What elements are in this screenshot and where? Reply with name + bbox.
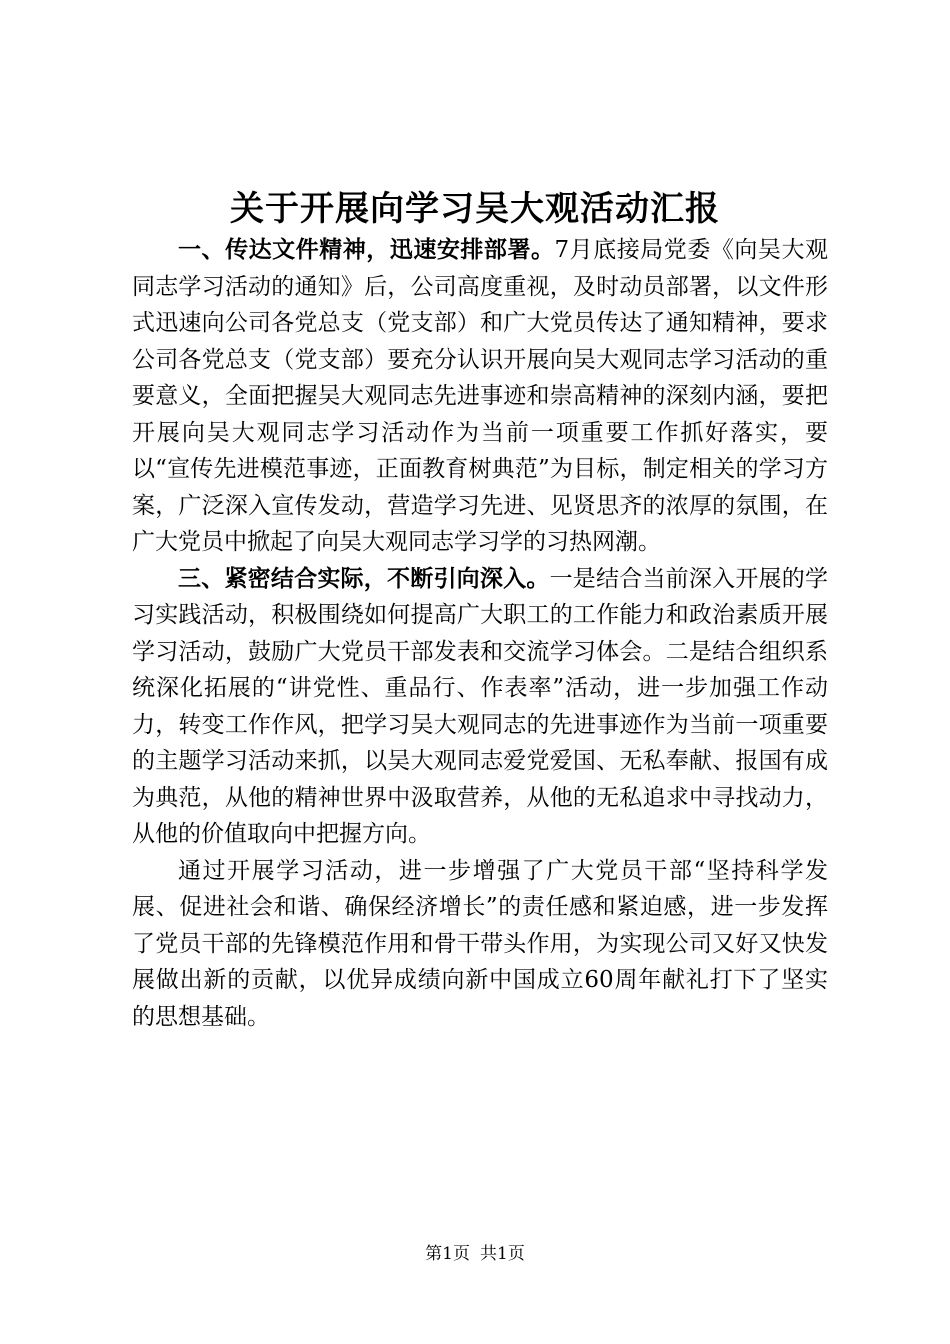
paragraph-3-text: 通过开展学习活动，进一步增强了广大党员干部“坚持科学发展、促进社会和谐、确保经济增长”的责任感和紧迫感，进一步发挥了党员干部的先锋模范作用和骨干带头作用，为实现公司又好又快发展做出新的贡献，以优异成绩向新中国成立60周年献礼打下了坚实的思想基础。	[132, 857, 828, 1030]
paragraph-3	[132, 853, 828, 1036]
page-total: 共1页	[480, 1244, 525, 1264]
paragraph-1	[132, 232, 828, 561]
paragraph-2-text: 一是结合当前深入开展的学习实践活动，积极围绕如何提高广大职工的工作能力和政治素质开展学习活动，鼓励广大党员干部发表和交流学习体会。二是结合组织系统深化拓展的“讲党性、重品行、作表率”活动，进一步加强工作动力，转变工作作风，把学习吴大观同志的先进事迹作为当前一项重要的主题学习活动来抓，以吴大观同志爱党爱国、无私奉献、报国有成为典范，从他的精神世界中汲取营养，从他的无私追求中寻找动力，从他的价值取向中把握方向。	[132, 565, 829, 847]
paragraph-2	[132, 561, 828, 853]
page-number: 第1页	[425, 1244, 470, 1264]
document-body	[132, 232, 828, 1035]
paragraph-1-heading: 一、传达文件精神，迅速安排部署。	[178, 236, 555, 263]
document-title: 关于开展向学习吴大观活动汇报	[230, 189, 720, 229]
page-footer	[0, 1242, 950, 1266]
paragraph-1-text: 7月底接局党委《向吴大观同志学习活动的通知》后，公司高度重视，及时动员部署，以文件形式迅速向公司各党总支（党支部）和广大党员传达了通知精神，要求公司各党总支（党支部）要充分认识开展向吴大观同志学习活动的重要意义，全面把握吴大观同志先进事迹和崇高精神的深刻内涵，要把开展向吴大观同志学习活动作为当前一项重要工作抓好落实，要以“宣传先进模范事迹，正面教育树典范”为目标，制定相关的学习方案，广泛深入宣传发动，营造学习先进、见贤思齐的浓厚的氛围，在广大党员中掀起了向吴大观同志学习学的习热网潮。	[132, 237, 828, 555]
paragraph-2-heading: 三、紧密结合实际，不断引向深入。	[178, 564, 550, 592]
